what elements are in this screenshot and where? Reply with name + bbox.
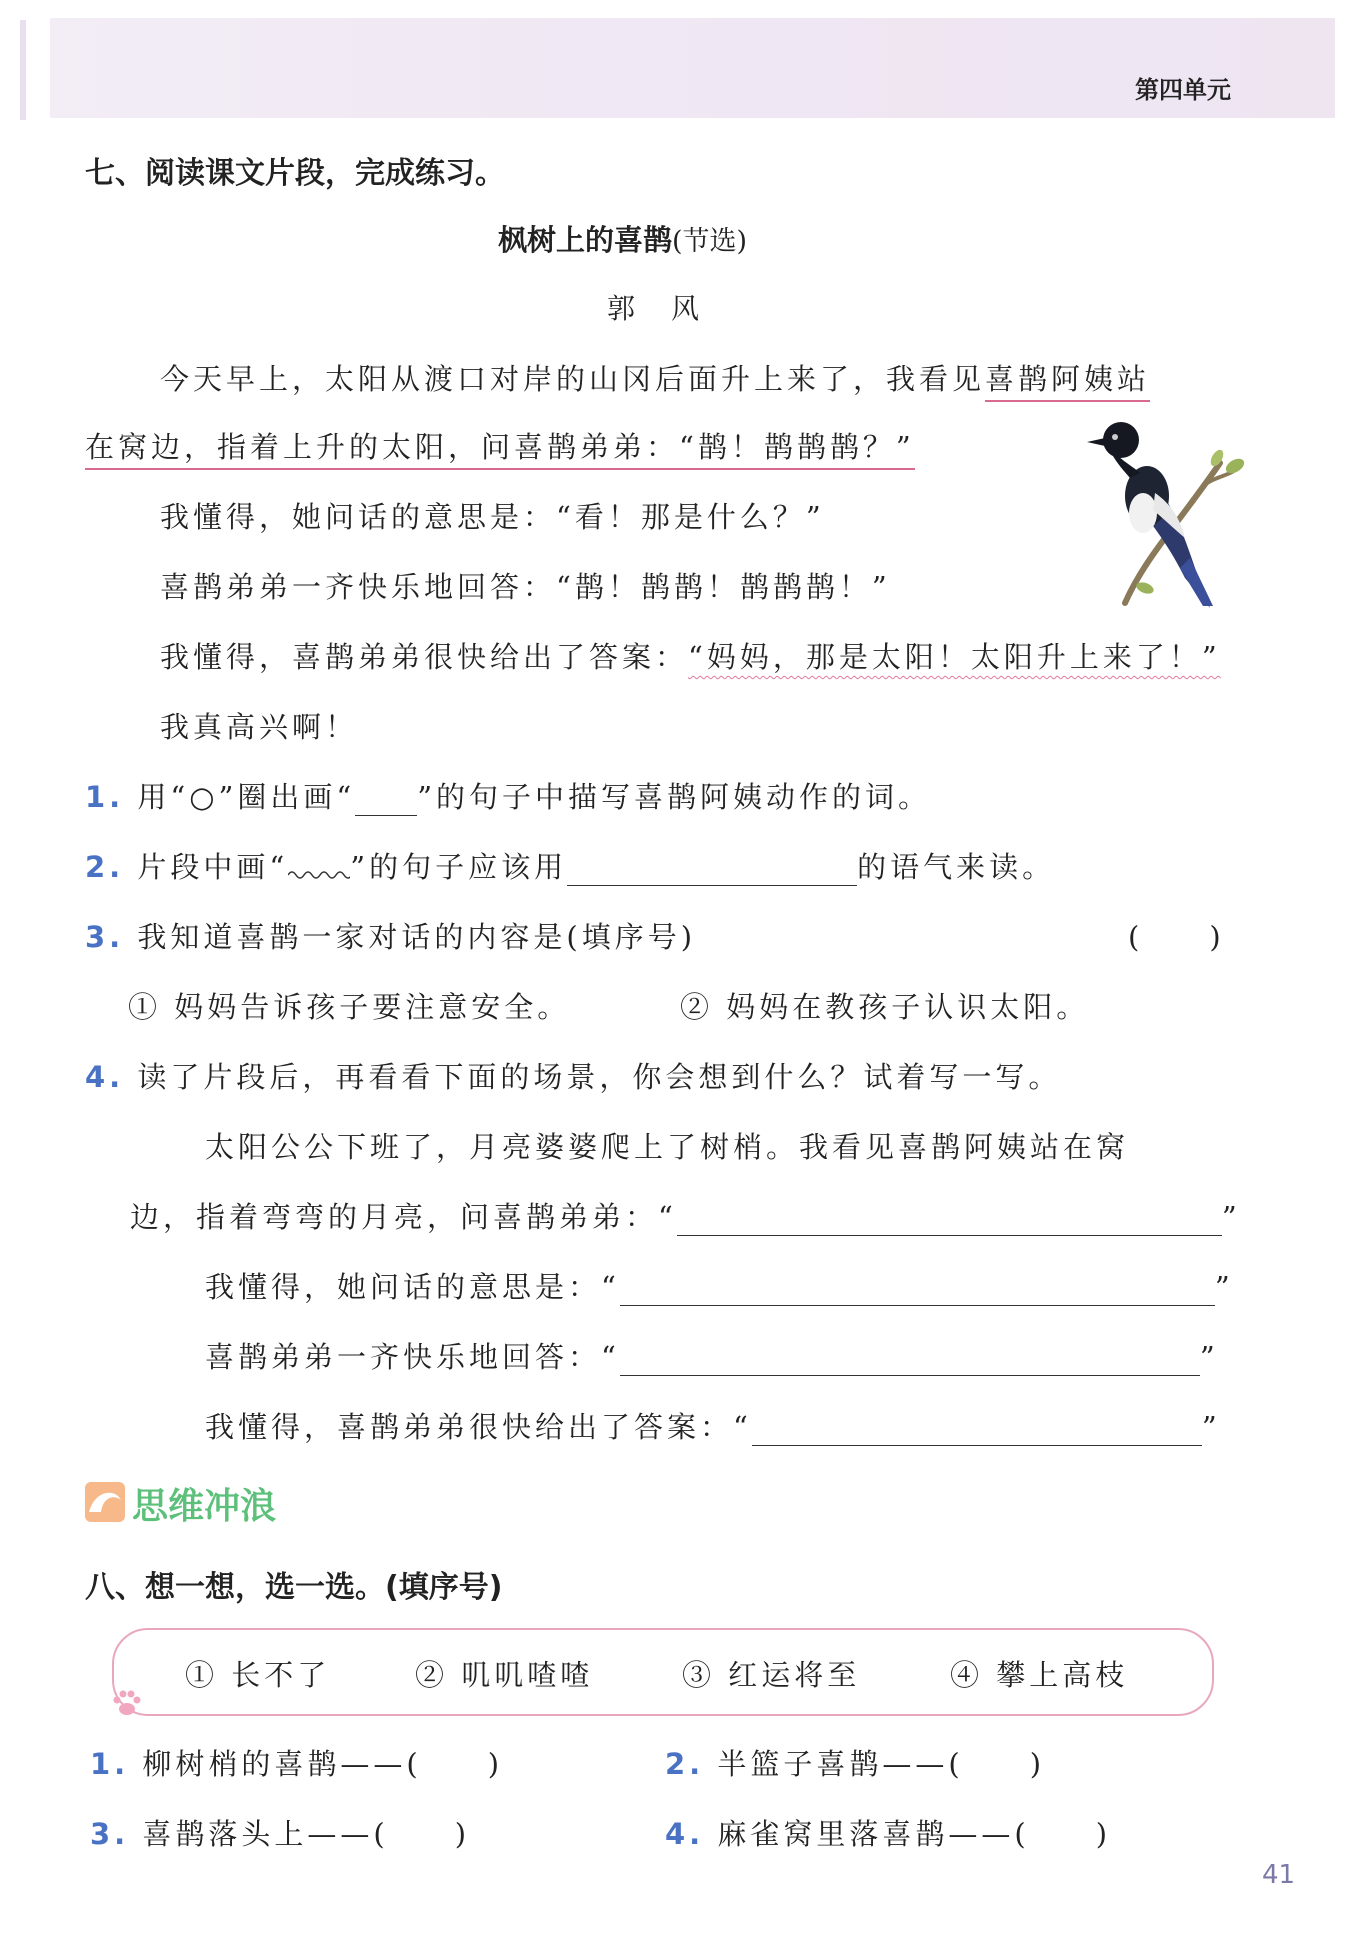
wavy-underlined-sentence: “妈妈，那是太阳！太阳升上来了！” [688,640,1221,674]
q4-prompt: 我懂得，喜鹊弟弟很快给出了答案：“ [205,1410,752,1444]
q4-line-4 [205,1335,1219,1376]
closing-quote: ” [1221,1200,1241,1234]
straight-line-sample [355,815,417,816]
paw-icon [110,1688,144,1718]
option-3: ③ 红运将至 [682,1658,861,1692]
question-1 [85,775,931,816]
passage-line-2 [85,425,915,466]
answer-blank[interactable] [567,853,857,886]
q4-line-1: 太阳公公下班了，月亮婆婆爬上了树梢。我看见喜鹊阿姨站在窝 [205,1130,1130,1164]
item-number: 2. [665,1747,705,1781]
s8-item-1 [90,1742,503,1783]
question-text: 片段中画“ [137,850,289,884]
author: 郭 风 [607,292,704,325]
passage-title [498,218,747,259]
q4-prompt: 我懂得，她问话的意思是：“ [205,1270,620,1304]
q3-option-2: ② 妈妈在教孩子认识太阳。 [680,990,1090,1024]
passage-title-text: 枫树上的喜鹊 [498,223,673,257]
question-text: 我知道喜鹊一家对话的内容是(填序号) [137,920,697,954]
header-decoration [20,20,26,120]
q4-prompt: 边，指着弯弯的月亮，问喜鹊弟弟：“ [130,1200,677,1234]
question-3 [85,915,696,956]
wave-icon [85,1482,125,1522]
item-text[interactable]: 半篮子喜鹊——( ) [717,1747,1046,1781]
s8-item-4 [665,1812,1111,1853]
closing-quote: ” [1199,1340,1219,1374]
option-1: ① 长不了 [185,1658,331,1692]
underlined-sentence: 喜鹊阿姨站 [985,362,1150,402]
option-4: ④ 攀上高枝 [950,1658,1129,1692]
passage-title-note: (节选) [672,226,748,257]
closing-quote: ” [1201,1410,1221,1444]
question-text: 用“○”圈出画“ [137,780,356,814]
passage-line-3: 我懂得，她问话的意思是：“看！那是什么？” [160,500,825,534]
page-number: 41 [1262,1860,1296,1890]
item-number: 4. [665,1817,705,1851]
passage-line-4: 喜鹊弟弟一齐快乐地回答：“鹊！鹊鹊！鹊鹊鹊！” [160,570,891,604]
unit-label: 第四单元 [1135,76,1231,104]
wavy-line-sample [288,861,350,881]
passage-line-6: 我真高兴啊！ [160,710,359,744]
s8-item-2 [665,1742,1045,1783]
item-text[interactable]: 柳树梢的喜鹊——( ) [142,1747,504,1781]
answer-blank[interactable] [620,1341,1200,1376]
q4-prompt: 喜鹊弟弟一齐快乐地回答：“ [205,1340,620,1374]
q4-line-2 [130,1195,1241,1236]
s8-item-3 [90,1812,470,1853]
answer-blank[interactable] [677,1201,1222,1236]
question-text: ”的句子应该用 [350,850,568,884]
question-number: 3. [85,920,125,954]
item-number: 1. [90,1747,130,1781]
passage-text: 我懂得，喜鹊弟弟很快给出了答案： [160,640,689,674]
question-text: 的语气来读。 [857,850,1056,884]
item-text[interactable]: 麻雀窝里落喜鹊——( ) [717,1817,1112,1851]
question-text: 读了片段后，再看看下面的场景，你会想到什么？试着写一写。 [137,1060,1062,1094]
question-number: 4. [85,1060,125,1094]
passage-text: 今天早上，太阳从渡口对岸的山冈后面升上来了，我看见 [160,362,986,396]
question-number: 1. [85,780,125,814]
q4-line-3 [205,1265,1234,1306]
q3-option-1: ① 妈妈告诉孩子要注意安全。 [128,990,571,1024]
q4-line-5 [205,1405,1221,1446]
answer-paren[interactable]: ( ) [1128,920,1225,954]
answer-blank[interactable] [752,1411,1202,1446]
item-text[interactable]: 喜鹊落头上——( ) [142,1817,471,1851]
passage-line-5 [160,635,1221,676]
question-text: ”的句子中描写喜鹊阿姨动作的词。 [417,780,932,814]
section8-title: 八、想一想，选一选。(填序号) [85,1570,503,1605]
question-2 [85,845,1055,886]
option-2: ② 叽叽喳喳 [415,1658,594,1692]
question-4 [85,1055,1061,1096]
thinking-section-label: 思维冲浪 [132,1486,277,1527]
answer-blank[interactable] [620,1271,1215,1306]
passage-line-1 [160,357,1150,398]
item-number: 3. [90,1817,130,1851]
section7-title: 七、阅读课文片段，完成练习。 [85,156,505,191]
closing-quote: ” [1214,1270,1234,1304]
question-number: 2. [85,850,125,884]
magpie-illustration [1085,418,1245,608]
underlined-sentence: 在窝边，指着上升的太阳，问喜鹊弟弟：“鹊！鹊鹊鹊？” [85,430,915,470]
